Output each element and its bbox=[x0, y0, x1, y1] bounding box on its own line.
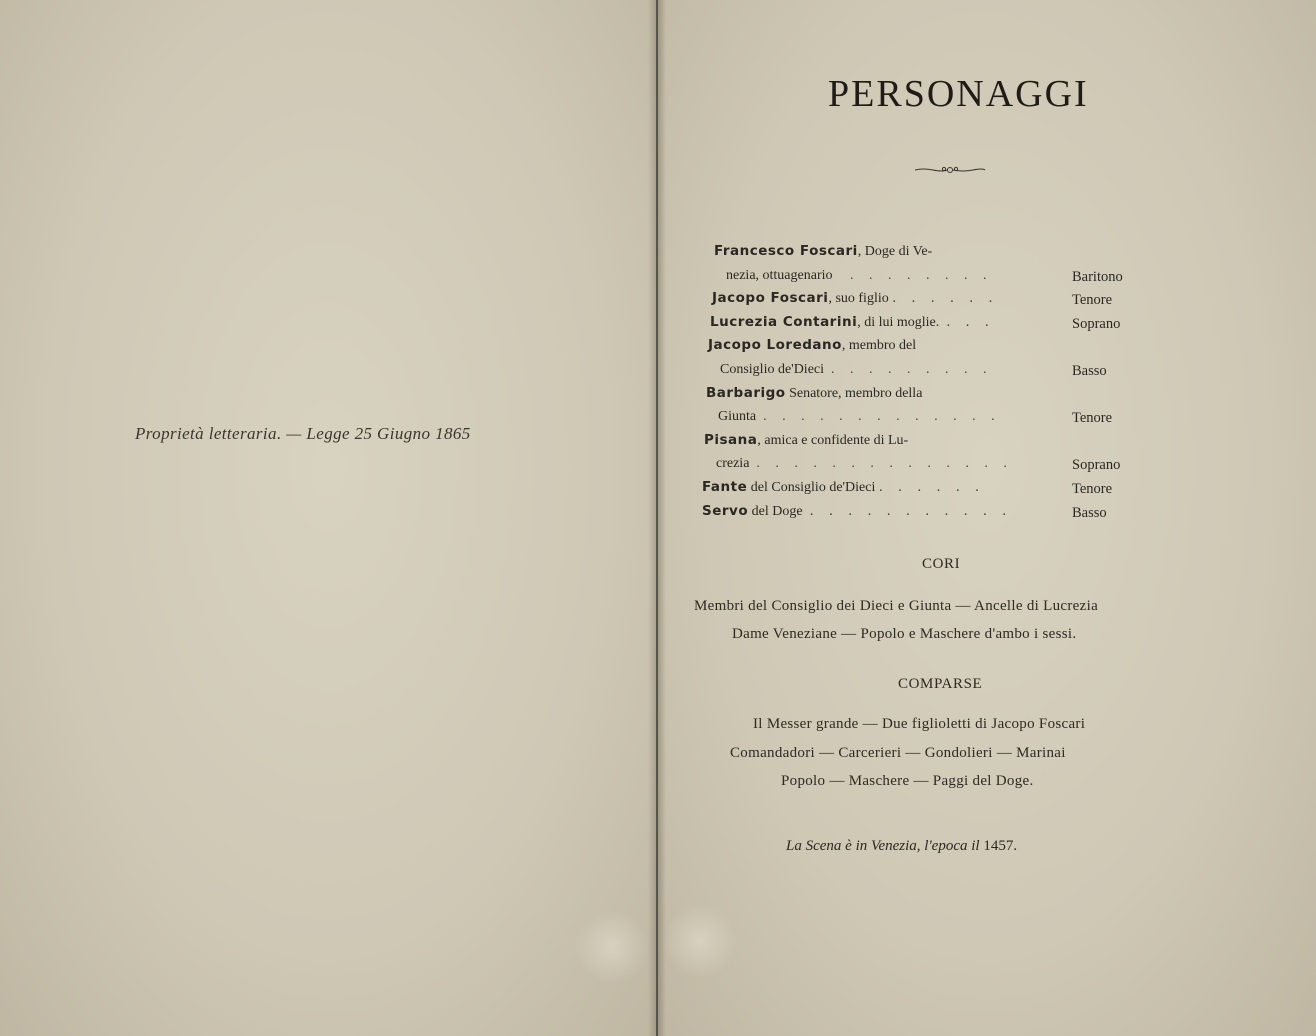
character-description: , suo figlio bbox=[828, 291, 889, 307]
leader-dots: . . . . . . bbox=[892, 290, 999, 307]
voice-type: Tenore bbox=[1072, 292, 1113, 309]
comparse-line: Popolo — Maschere — Paggi del Doge. bbox=[781, 773, 1034, 789]
voice-type: Soprano bbox=[1072, 315, 1121, 332]
cori-line: Membri del Consiglio dei Dieci e Giunta — Ancelle di Lucrezia bbox=[694, 598, 1099, 614]
character-name: Francesco Foscari bbox=[714, 243, 858, 259]
cast-entry bbox=[706, 382, 1142, 429]
character-description: del Doge bbox=[748, 503, 803, 519]
character-description: , di lui moglie. bbox=[857, 314, 940, 330]
character-description: Senatore, membro della bbox=[785, 385, 923, 401]
character-description: del Consiglio de'Dieci bbox=[747, 479, 876, 495]
cast-entry bbox=[710, 311, 1142, 335]
voice-type: Basso bbox=[1072, 504, 1107, 521]
character-description-cont: Consiglio de'Dieci bbox=[720, 361, 825, 377]
character-description-cont: crezia bbox=[716, 456, 750, 472]
cast-entry bbox=[708, 334, 1142, 381]
leader-dots: . . . . . . bbox=[879, 478, 985, 495]
voice-type: Tenore bbox=[1072, 480, 1113, 497]
character-name: Pisana bbox=[704, 431, 758, 448]
character-description-cont: nezia, ottuagenario bbox=[726, 267, 833, 283]
leader-dots: . . . . . . . . . . . . . bbox=[763, 409, 1001, 425]
character-name: Lucrezia Contarini bbox=[710, 313, 858, 330]
cori-line: Dame Veneziane — Popolo e Maschere d'ambo i sessi. bbox=[732, 626, 1077, 642]
character-name: Fante bbox=[702, 478, 748, 495]
voice-type: Baritono bbox=[1072, 268, 1123, 285]
voice-type: Soprano bbox=[1072, 457, 1121, 474]
character-description: , amica e confidente di Lu- bbox=[757, 432, 909, 448]
blind-stamp-mark bbox=[572, 912, 652, 982]
comparse-line: Comandadori — Carcerieri — Gondolieri — Marinai bbox=[730, 745, 1066, 761]
copyright-notice: Proprietà letteraria. — Legge 25 Giugno 1865 bbox=[135, 424, 471, 443]
blind-stamp-mark bbox=[660, 906, 740, 976]
character-name: Jacopo Foscari bbox=[712, 290, 829, 307]
character-description: , membro del bbox=[841, 338, 917, 354]
cast-entry bbox=[702, 500, 1142, 524]
book-gutter bbox=[648, 0, 666, 1036]
leader-dots: . . . . . . . . bbox=[850, 267, 993, 283]
character-name: Barbarigo bbox=[706, 384, 786, 401]
cast-entry bbox=[712, 287, 1142, 311]
comparse-heading: COMPARSE bbox=[898, 676, 983, 692]
right-page bbox=[658, 0, 1316, 1036]
scroll-ornament-icon bbox=[913, 160, 987, 180]
leader-dots: . . . . . . . . . . . . . . bbox=[756, 456, 1013, 472]
scene-note bbox=[786, 838, 1017, 855]
character-name: Jacopo Loredano bbox=[708, 337, 842, 354]
character-name: Servo bbox=[702, 502, 749, 519]
scene-year: 1457. bbox=[983, 838, 1018, 854]
leader-dots: . . . bbox=[946, 313, 995, 330]
comparse-line: Il Messer grande — Due figlioletti di Jacopo Foscari bbox=[753, 716, 1086, 732]
cast-list bbox=[702, 240, 1142, 523]
scene-text: La Scena è in Venezia, l'epoca il bbox=[786, 838, 980, 854]
cast-entry bbox=[704, 429, 1142, 476]
leader-dots: . . . . . . . . . . . bbox=[809, 502, 1012, 519]
character-description-cont: Giunta bbox=[718, 409, 757, 425]
leader-dots: . . . . . . . . . bbox=[831, 361, 993, 377]
character-description: , Doge di Ve- bbox=[857, 244, 933, 259]
voice-type: Basso bbox=[1072, 362, 1107, 379]
cast-entry bbox=[702, 476, 1142, 500]
left-page bbox=[0, 0, 656, 1036]
page-title: PERSONAGGI bbox=[828, 73, 1089, 115]
voice-type: Tenore bbox=[1072, 410, 1113, 427]
cori-heading: CORI bbox=[922, 556, 961, 572]
cast-entry bbox=[714, 240, 1142, 287]
